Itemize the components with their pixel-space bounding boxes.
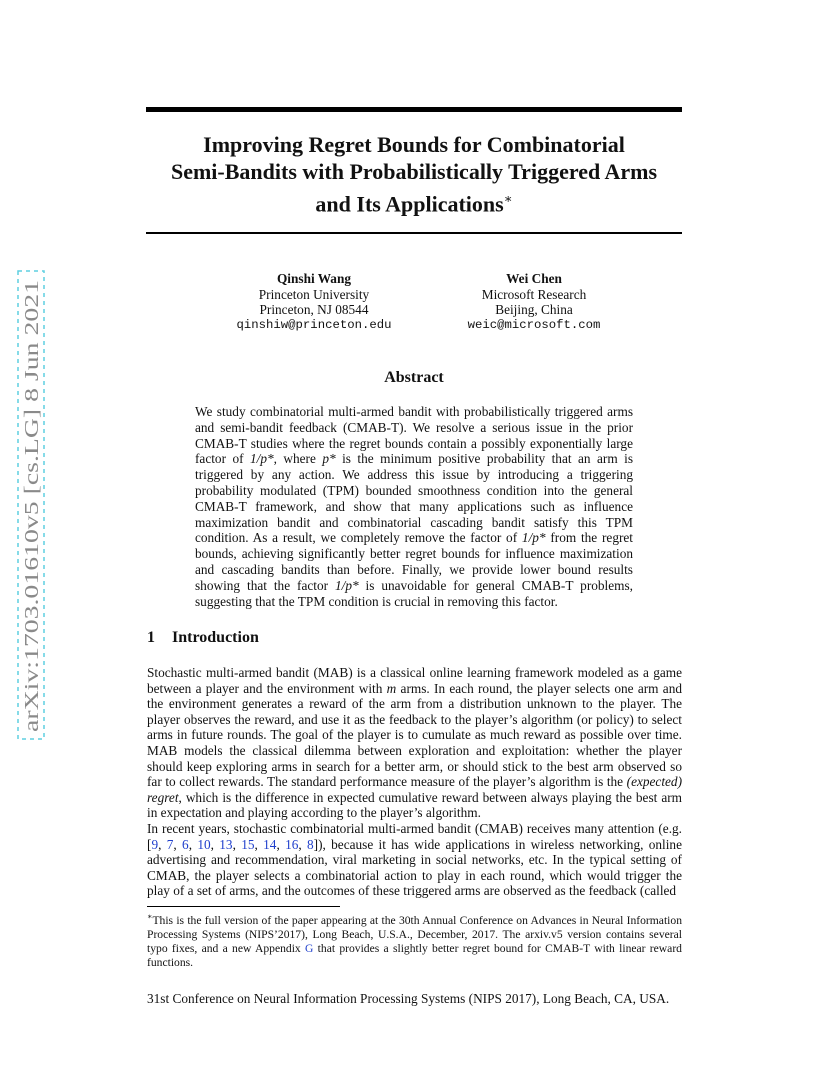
abstract-body: We study combinatorial multi-armed bandit with probabilistically triggered arms and semi-bandit feedback (CMAB-T). We resolve a serious issue in the prior CMAB-T studies where the regret bounds contain a possibly exponentially large factor of 1/p*, where p* is the minimum positive probability that an arm is triggered by any action. We address this issue by introducing a triggering probability modulated (TPM) bounded smoothness condition into the general CMAB-T framework, and show that many applications such as influence maximization bandit and combinatorial cascading bandit satisfy this TPM condition. As a result, we completely remove the factor of 1/p* from the regret bounds, achieving significantly better regret bounds for influence maximization and cascading bandits than before. Finally, we provide lower bound results showing that the factor 1/p* is unavoidable for general CMAB-T problems, suggesting that the TPM condition is crucial in removing this factor. — [195, 404, 633, 609]
citation-link[interactable]: 14 — [263, 836, 277, 852]
author-address: Princeton, NJ 08544 — [259, 302, 369, 317]
intro-paragraph-2: In recent years, stochastic combinatorial multi-armed bandit (CMAB) receives many attention (e.g. [9, 7, 6, 10, 13, 15, 14, 16, 8]), because it has wide applications in wireless networking, online advertising and recommendation, viral marketing in social networks, etc. In the typical setting of CMAB, the player selects a combinatorial action to play in each round, which would trigger the play of a set of arms, and the outcomes of these triggered arms are observed as the feedback (called — [147, 821, 682, 899]
title-line-1: Improving Regret Bounds for Combinatorial — [203, 132, 625, 157]
math-inline: m — [386, 680, 397, 696]
title-line-3: and Its Applications∗ — [315, 191, 513, 217]
title-line-2: Semi-Bandits with Probabilistically Triggered Arms — [170, 159, 658, 184]
author-email[interactable]: qinshiw@princeton.edu — [236, 317, 392, 332]
paper-title — [146, 131, 682, 217]
section-title: Introduction — [172, 629, 259, 646]
appendix-link[interactable]: G — [305, 941, 314, 955]
math-inline: 1/p* — [521, 530, 546, 546]
abstract-heading: Abstract — [384, 369, 444, 386]
venue-footer: 31st Conference on Neural Information Processing Systems (NIPS 2017), Long Beach, CA, USA. — [147, 991, 670, 1006]
citation-link[interactable]: 10 — [197, 836, 211, 852]
section-number: 1 — [147, 629, 155, 646]
footnote-rule — [147, 906, 340, 907]
math-inline: 1/p* — [334, 577, 359, 593]
author-name: Wei Chen — [506, 271, 562, 286]
citation-link[interactable]: 8 — [307, 836, 314, 852]
math-inline: 1/p* — [249, 451, 274, 467]
citation-link[interactable]: 9 — [151, 836, 159, 852]
math-inline: p* — [322, 451, 336, 467]
citation-link[interactable]: 7 — [166, 836, 174, 852]
title-footnote-mark[interactable]: ∗ — [503, 191, 513, 206]
author-affiliation: Princeton University — [258, 286, 370, 302]
author-name: Qinshi Wang — [276, 271, 352, 286]
intro-paragraph-1: Stochastic multi-armed bandit (MAB) is a classical online learning framework modeled as a game between a player and the environment with m arms. In each round, the player selects one arm and the environment generates a reward of the arm from a distribution unknown to the player. The player observes the reward, and use it as the feedback to the player’s algorithm (or policy) to select arms in future rounds. The goal of the player is to cumulate as much reward as possible over time. MAB models the classical dilemma between exploration and exploitation: whether the player should keep exploring arms in search for a better arm, or should stick to the best arm observed so far to collect rewards. The standard performance measure of the player’s algorithm is the (expected) regret, which is the difference in expected cumulative reward between always playing the best arm in expectation and playing according to the player’s algorithm. — [147, 665, 683, 821]
arxiv-stamp — [17, 270, 45, 740]
citation-link[interactable]: 15 — [241, 836, 255, 852]
author-email[interactable]: weic@microsoft.com — [467, 317, 601, 332]
author-affiliation: Microsoft Research — [481, 286, 587, 302]
footnote: ∗This is the full version of the paper appearing at the 30th Annual Conference on Advances in Neural Information Processing Systems (NIPS’2017), Long Beach, U.S.A., December, 2017. The arxiv.v5 version contains several typo fixes, and a new Appendix G that provides a slightly better regret bound for CMAB-T with linear reward functions. — [147, 912, 682, 969]
title-top-rule — [146, 107, 682, 112]
citation-link[interactable]: 16 — [285, 836, 299, 852]
footnote-mark: ∗ — [147, 912, 153, 921]
arxiv-stamp-text: arXiv:1703.01610v5 [cs.LG] 8 Jun 2021 — [21, 398, 43, 732]
citation-link[interactable]: 6 — [182, 836, 189, 852]
emphasis: (expected) regret — [147, 774, 682, 805]
author-address: Beijing, China — [495, 302, 573, 317]
author-block-2 — [424, 271, 644, 333]
citation-link[interactable]: 13 — [219, 836, 233, 852]
title-bottom-rule — [146, 232, 682, 234]
section-heading — [147, 629, 259, 647]
author-block-1 — [204, 271, 424, 333]
